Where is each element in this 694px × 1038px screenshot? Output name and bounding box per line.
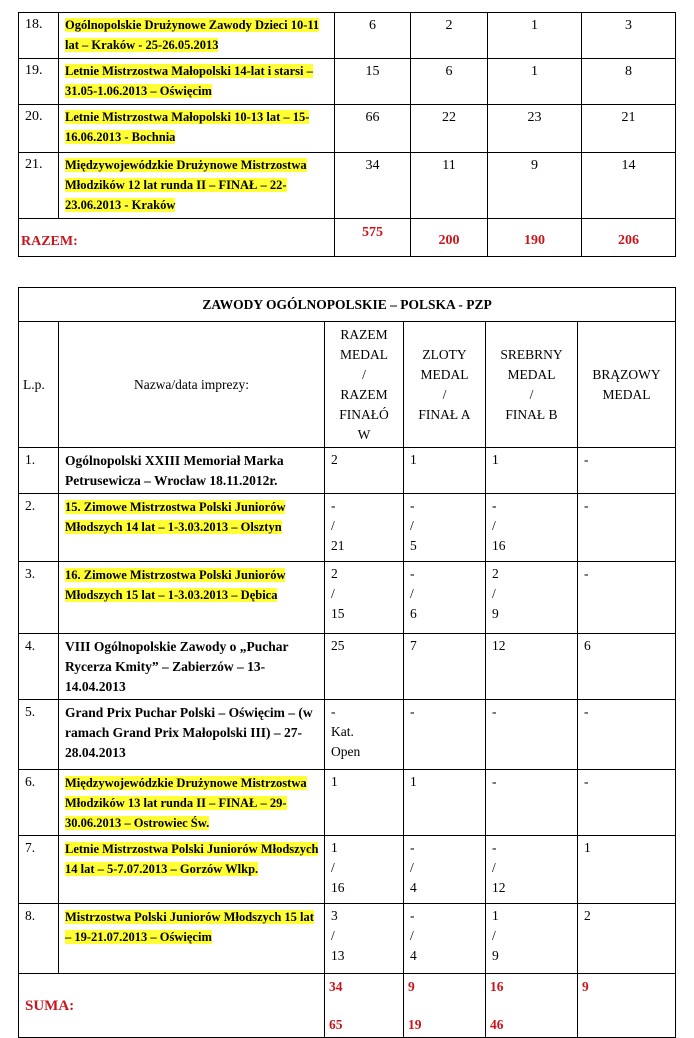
total-medals [325,448,404,494]
event-name: Mistrzostwa Polski Juniorów Młodszych 15 lat – 19-21.07.2013 – Oświęcim [65,910,314,944]
cell-line: / [410,518,414,533]
cell-line: 9 [492,606,499,621]
bronze-count [578,836,676,904]
total-medals [325,904,404,974]
event-name-cell [59,153,335,219]
event-name-cell [59,562,325,634]
cell-line: / [410,586,414,601]
row-number: 7. [19,836,59,904]
bronze-count [578,904,676,974]
cell-line: - [492,774,497,789]
event-name: Letnie Mistrzostwa Polski Juniorów Młodszych 14 lat – 5-7.07.2013 – Gorzów Wlkp. [65,842,319,876]
cell-line: / [331,518,335,533]
row-number: 4. [19,634,59,700]
cell-line: / [529,386,534,402]
silver-sum: 190 [488,219,582,257]
cell-line: - [584,704,589,719]
row-number: 3. [19,562,59,634]
title-row [19,288,676,322]
cell-line: BRĄZOWY [592,366,661,382]
header-silver [486,322,578,448]
total-medals-sum [325,974,404,1038]
gold-sum [404,974,486,1038]
cell-line: - [331,498,336,513]
event-name: Międzywojewódzkie Drużynowe Mistrzostwa Młodzików 13 lat runda II – FINAŁ – 29-30.06.2013 – Ostrowiec Św. [65,776,307,830]
cell-line: 1 [410,452,417,467]
total-finalists-sum: 575 [335,219,411,257]
cell-line: SREBRNY [500,346,563,362]
cell-line: - [492,704,497,719]
cell-line: 4 [410,948,417,963]
row-number: 8. [19,904,59,974]
cell-line: / [331,928,335,943]
cell-line: RAZEM [340,386,388,402]
cell-line: MEDAL [602,386,651,402]
gold-count [404,448,486,494]
total-label: RAZEM: [19,219,335,257]
gold-count [404,904,486,974]
cell-line: 1 [331,774,338,789]
cell-line: - [492,840,497,855]
bronze-count [578,700,676,770]
bronze-count: 21 [582,105,676,153]
total-finalists: 34 [335,153,411,219]
event-name: Ogólnopolskie Drużynowe Zawody Dzieci 10-11 lat – Kraków - 25-26.05.2013 [65,18,320,52]
total-medals [325,494,404,562]
cell-line: 5 [410,538,417,553]
cell-line: FINAŁ B [505,406,558,422]
cell-line: Kat. [331,724,354,739]
cell-line: MEDAL [340,346,388,362]
cell-line: - [584,452,589,467]
total-medals [325,700,404,770]
gold-count: 22 [411,105,488,153]
event-name-cell [59,494,325,562]
event-name-cell [59,770,325,836]
sum-line: 16 [490,979,504,994]
event-name: Letnie Mistrzostwa Małopolski 10-13 lat – 15-16.06.2013 - Bochnia [65,110,310,144]
cell-line: 3 [331,908,338,923]
cell-line: / [331,586,335,601]
national-competitions-table [18,287,676,1038]
cell-line: 25 [331,638,345,653]
cell-line: 1 [492,908,499,923]
cell-line: - [410,704,415,719]
silver-count [486,700,578,770]
cell-line: 1 [331,840,338,855]
silver-count: 9 [488,153,582,219]
cell-line: / [492,586,496,601]
cell-line: 1 [584,840,591,855]
cell-line: 13 [331,948,345,963]
cell-line: 16 [492,538,506,553]
event-name: Ogólnopolski XXIII Memoriał Marka Petrusewicza – Wrocław 18.11.2012r. [59,448,325,494]
table-row [19,770,676,836]
table-row [19,904,676,974]
header-lp: L.p. [19,322,59,448]
bronze-count [578,494,676,562]
cell-line: 12 [492,638,506,653]
event-name: Międzywojewódzkie Drużynowe Mistrzostwa Młodzików 12 lat runda II – FINAŁ – 22-23.06.2013 - Kraków [65,158,307,212]
cell-line: 4 [410,880,417,895]
cell-line: 2 [584,908,591,923]
cell-line: / [492,860,496,875]
cell-line: 2 [331,452,338,467]
total-row [19,219,676,257]
total-medals [325,562,404,634]
cell-line: 6 [410,606,417,621]
gold-sum: 200 [411,219,488,257]
cell-line: MEDAL [420,366,469,382]
cell-line: MEDAL [507,366,556,382]
table-row [19,562,676,634]
top-results-table [18,12,676,257]
cell-line: W [357,426,371,442]
cell-line: 2 [492,566,499,581]
gold-count [404,562,486,634]
header-event-name: Nazwa/data imprezy: [59,322,325,448]
row-number: 20. [19,105,59,153]
silver-count [486,494,578,562]
gold-count [404,700,486,770]
silver-sum [486,974,578,1038]
row-number: 19. [19,59,59,105]
table-row [19,634,676,700]
table-row [19,836,676,904]
bronze-sum [578,974,676,1038]
cell-line: 12 [492,880,506,895]
total-medals [325,836,404,904]
cell-line: - [410,840,415,855]
cell-line: - [410,566,415,581]
cell-line: 9 [492,948,499,963]
total-medals [325,770,404,836]
sum-line: 65 [329,1017,343,1032]
cell-line: 6 [584,638,591,653]
header-gold [404,322,486,448]
table-row [19,13,676,59]
silver-count [486,836,578,904]
bronze-count [578,634,676,700]
sum-line: 34 [329,979,343,994]
cell-line: 21 [331,538,345,553]
cell-line: / [410,928,414,943]
gold-count: 2 [411,13,488,59]
cell-line: / [410,860,414,875]
header-row [19,322,676,448]
bronze-count [578,448,676,494]
table-title: ZAWODY OGÓLNOPOLSKIE – POLSKA - PZP [19,288,676,322]
cell-line: 16 [331,880,345,895]
bronze-count: 3 [582,13,676,59]
row-number: 6. [19,770,59,836]
cell-line: ZLOTY [422,346,467,362]
top-table-body [19,13,676,257]
cell-line: Open [331,744,361,759]
cell-line: / [442,386,447,402]
row-number: 5. [19,700,59,770]
cell-line: 15 [331,606,345,621]
cell-line: FINAŁÓ [339,406,389,422]
gold-count [404,494,486,562]
total-finalists: 6 [335,13,411,59]
gold-count: 11 [411,153,488,219]
header-total-medals [325,322,404,448]
event-name-cell [59,904,325,974]
sum-label: SUMA: [19,974,325,1038]
table-row [19,700,676,770]
sum-line: 46 [490,1017,504,1032]
event-name-cell [59,59,335,105]
cell-line: 1 [492,452,499,467]
cell-line: / [331,860,335,875]
sum-row [19,974,676,1038]
row-number: 2. [19,494,59,562]
bronze-count [578,770,676,836]
cell-line: / [362,366,366,382]
table-row [19,494,676,562]
cell-line: - [492,498,497,513]
bronze-count: 8 [582,59,676,105]
row-number: 21. [19,153,59,219]
cell-line: - [410,908,415,923]
gold-count [404,836,486,904]
cell-line: - [584,498,589,513]
event-name: VIII Ogólnopolskie Zawody o „Puchar Rycerza Kmity” – Zabierzów – 13-14.04.2013 [59,634,325,700]
gold-count [404,770,486,836]
silver-count [486,770,578,836]
silver-count: 23 [488,105,582,153]
header-bronze [578,322,676,448]
total-medals [325,634,404,700]
table-row [19,59,676,105]
cell-line: 2 [331,566,338,581]
silver-count: 1 [488,59,582,105]
cell-line: RAZEM [340,326,388,342]
bronze-count: 14 [582,153,676,219]
event-name: 16. Zimowe Mistrzostwa Polski Juniorów Młodszych 15 lat – 1-3.03.2013 – Dębica [65,568,286,602]
cell-line: FINAŁ A [418,406,471,422]
row-number: 18. [19,13,59,59]
bronze-sum: 206 [582,219,676,257]
total-finalists: 66 [335,105,411,153]
silver-count [486,562,578,634]
cell-line: / [492,928,496,943]
table-row [19,153,676,219]
silver-count: 1 [488,13,582,59]
sum-line: 9 [582,979,589,994]
event-name: Letnie Mistrzostwa Małopolski 14-lat i starsi – 31.05-1.06.2013 – Oświęcim [65,64,313,98]
cell-line: - [410,498,415,513]
event-name-cell [59,105,335,153]
event-name-cell [59,13,335,59]
gold-count: 6 [411,59,488,105]
bronze-count [578,562,676,634]
event-name-cell [59,836,325,904]
sum-line: 9 [408,979,415,994]
cell-line: 1 [410,774,417,789]
cell-line: / [492,518,496,533]
total-finalists: 15 [335,59,411,105]
cell-line: - [584,774,589,789]
row-number: 1. [19,448,59,494]
event-name: Grand Prix Puchar Polski – Oświęcim – (w ramach Grand Prix Małopolski III) – 27-28.04.2013 [59,700,325,770]
gold-count [404,634,486,700]
silver-count [486,634,578,700]
cell-line: - [584,566,589,581]
silver-count [486,448,578,494]
sum-line: 19 [408,1017,422,1032]
table-row [19,448,676,494]
silver-count [486,904,578,974]
event-name: 15. Zimowe Mistrzostwa Polski Juniorów Młodszych 14 lat – 1-3.03.2013 – Olsztyn [65,500,286,534]
cell-line: - [331,704,336,719]
table-row [19,105,676,153]
cell-line: 7 [410,638,417,653]
